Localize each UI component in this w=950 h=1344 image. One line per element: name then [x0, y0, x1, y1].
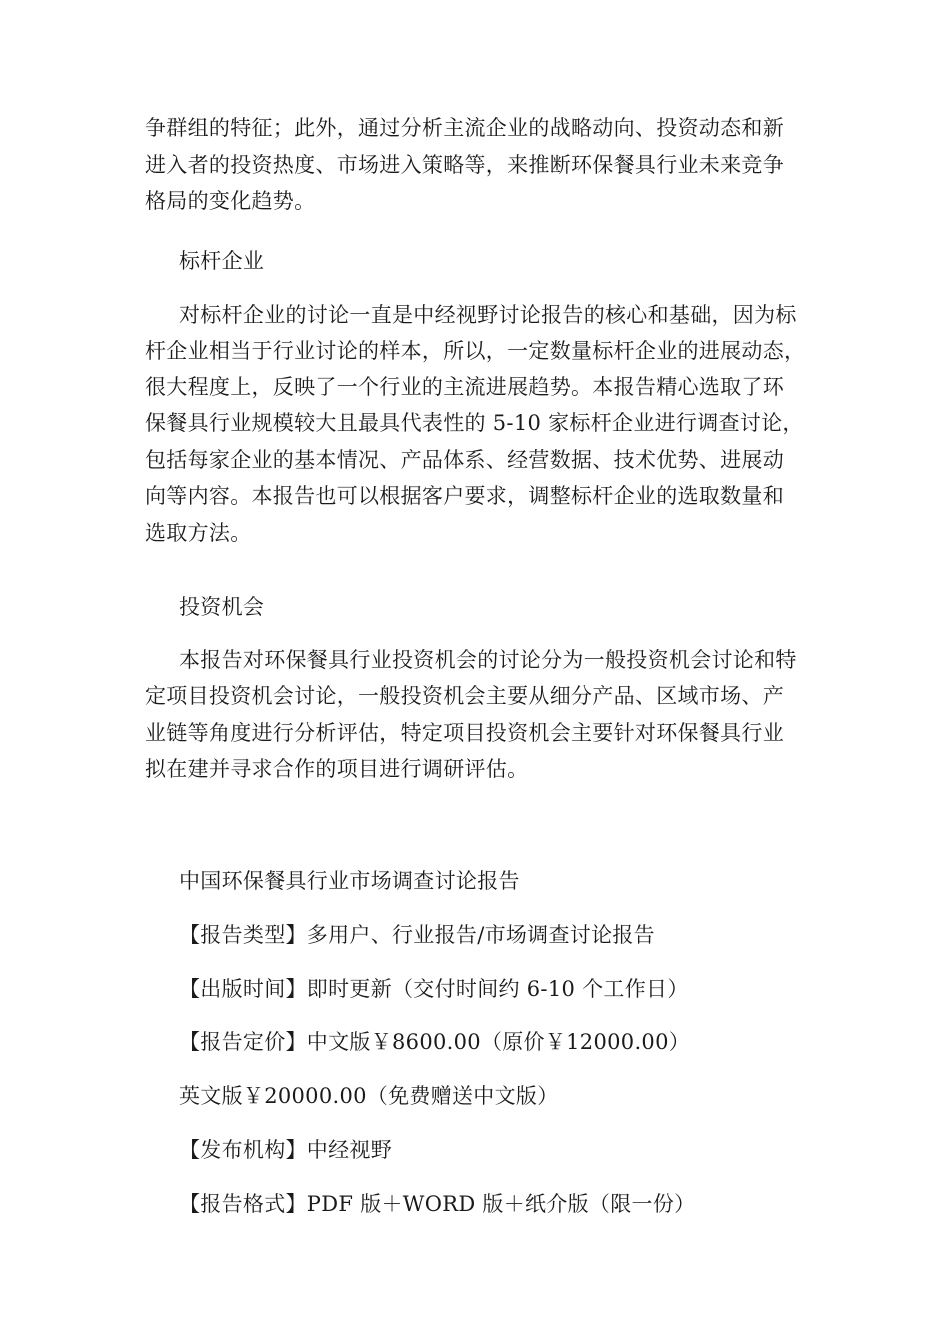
- report-title: 中国环保餐具行业市场调查讨论报告: [179, 869, 520, 893]
- publish-time: 【出版时间】即时更新（交付时间约 6-10 个工作日）: [179, 977, 689, 1001]
- paragraph-line: 争群组的特征；此外，通过分析主流企业的战略动向、投资动态和新: [145, 116, 784, 140]
- section-heading: 标杆企业: [179, 249, 265, 273]
- paragraph-line: 包括每家企业的基本情况、产品体系、经营数据、技术优势、进展动: [145, 448, 784, 472]
- paragraph-line: 很大程度上，反映了一个行业的主流进展趋势。本报告精心选取了环: [145, 375, 784, 399]
- paragraph-line: 本报告对环保餐具行业投资机会的讨论分为一般投资机会讨论和特: [179, 648, 797, 672]
- paragraph-line: 拟在建并寻求合作的项目进行调研评估。: [145, 757, 529, 781]
- paragraph-line: 对标杆企业的讨论一直是中经视野讨论报告的核心和基础，因为标: [179, 303, 797, 327]
- report-price: 【报告定价】中文版￥8600.00（原价￥12000.00）: [179, 1030, 691, 1054]
- paragraph-line: 格局的变化趋势。: [145, 189, 316, 213]
- paragraph-line: 选取方法。: [145, 521, 252, 545]
- paragraph-line: 业链等角度进行分析评估，特定项目投资机会主要针对环保餐具行业: [145, 721, 784, 745]
- paragraph-line: 杆企业相当于行业讨论的样本，所以，一定数量标杆企业的进展动态，: [145, 339, 806, 363]
- paragraph-line: 定项目投资机会讨论，一般投资机会主要从细分产品、区域市场、产: [145, 684, 784, 708]
- section-heading: 投资机会: [179, 595, 265, 619]
- publisher: 【发布机构】中经视野: [179, 1138, 392, 1162]
- paragraph-line: 向等内容。本报告也可以根据客户要求，调整标杆企业的选取数量和: [145, 484, 784, 508]
- report-format: 【报告格式】PDF 版＋WORD 版＋纸介版（限一份）: [179, 1192, 696, 1216]
- paragraph-line: 保餐具行业规模较大且最具代表性的 5-10 家标杆企业进行调查讨论，: [145, 411, 804, 435]
- paragraph-line: 进入者的投资热度、市场进入策略等，来推断环保餐具行业未来竞争: [145, 153, 784, 177]
- report-type: 【报告类型】多用户、行业报告/市场调查讨论报告: [179, 923, 655, 947]
- report-price-en: 英文版￥20000.00（免费赠送中文版）: [179, 1084, 559, 1108]
